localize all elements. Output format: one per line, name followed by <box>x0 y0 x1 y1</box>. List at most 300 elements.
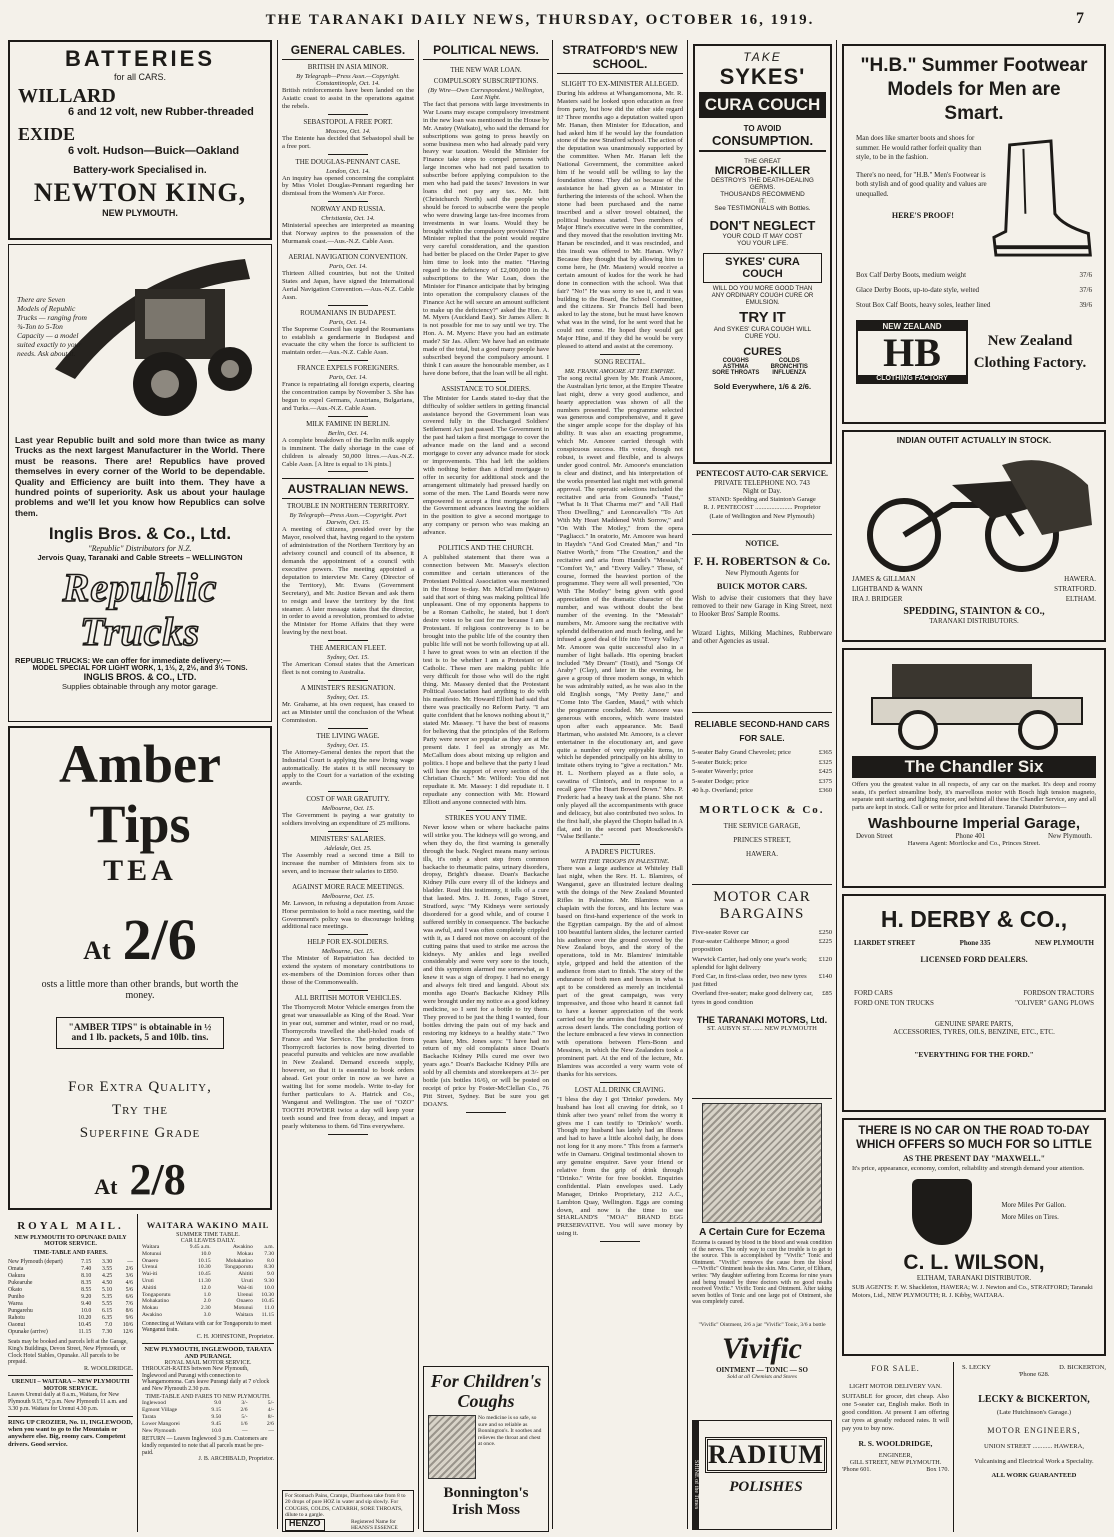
royal-mail-row-cell: 12/6 <box>122 1329 133 1335</box>
article-section <box>557 80 683 355</box>
derby-ad <box>842 894 1106 1112</box>
hoz-brand-row <box>285 1519 411 1532</box>
amber-obtain: "AMBER TIPS" is obtainable in ½ and 1 lb. packets, 5 and 10lb. tins. <box>56 1017 224 1049</box>
waitara-row <box>142 1285 274 1292</box>
indian-title: INDIAN OUTFIT ACTUALLY IN STOCK. <box>896 435 1052 445</box>
hb-bottom <box>856 320 1092 384</box>
waitara-row-cell: Motunui <box>142 1250 162 1257</box>
article-body: Ministerial speeches are interpreted as meaning that Norway aspires to the possession of the Murmansk coast.—Aus.-N.Z. Cable Assn. <box>282 222 414 246</box>
maxwell-title: THERE IS NO CAR ON THE ROAD TO-DAY WHICH OFFERS SO MUCH FOR SO LITTLE <box>856 1125 1092 1151</box>
maxwell-shield-icon <box>912 1179 972 1245</box>
republic-caption: There are Seven Models of Republic Trucks — ranging from ¾-Ton to 5-Ton Capacity — a model suited exactly to your needs. Ask about it. <box>17 295 87 358</box>
waitara-row-cell: 7.30 <box>264 1250 274 1257</box>
indian-agent-label: JAMES & GILLMAN <box>852 575 916 583</box>
article-body: The Attorney-General denies the report that the Industrial Court is applying the new living wage automatically. He states it is still necessary to apply to the Court for a variation of the existing awards. <box>282 748 414 788</box>
vivific-sold: Sold at all Chemists and Stores <box>727 1374 797 1381</box>
article-divider <box>328 879 368 880</box>
chandler-ad <box>842 648 1106 888</box>
article-section <box>423 385 549 541</box>
notice-company: F. H. ROBERTSON & Co. <box>693 554 831 568</box>
radium-body <box>699 1421 833 1529</box>
fare-row-cell: — <box>268 1427 274 1434</box>
waitara-row-cell: 12.0 <box>200 1284 211 1291</box>
sykes-great: THE GREAT <box>744 158 781 165</box>
waitara-table <box>142 1244 274 1319</box>
sykes-take: TAKE <box>743 50 782 64</box>
article-body: France is repatriating all foreign experts, clearing the concentration camps by November 3. She has begun to expel Germans, Austrians, Bulgarians, and Turks.—Aus.-N.Z. Cable Assn. <box>282 381 414 412</box>
willard-brand: WILLARD <box>18 85 116 107</box>
fare-row-cell: Lower Mangorei <box>142 1420 180 1427</box>
indian-agent-label: IRA J. BRIDGER <box>852 595 903 603</box>
reliable-item-label: 40 h.p. Overland; price <box>692 787 753 795</box>
reliable-item <box>692 768 832 777</box>
waitara-row-cell: 11.30 <box>198 1277 211 1284</box>
chandler-text: Offers you the greatest value in all respects, of any car on the market. It's deep and roomy seats, it's perfect streamline body, it's marvellous motor with Bosch high tension magneto, separate unit starting and lighting motor, and behind all these the Chandler Service, any and all parts are kept in stock. Call or write for price and literature. Taranaki Distributors— <box>852 781 1096 811</box>
maxwell-more-1: More Miles Per Gallon. <box>1001 1202 1066 1209</box>
article-section <box>282 795 414 832</box>
bargain-item-label: Four-seater Calthorpe Minor; a good proposition <box>692 938 789 954</box>
indian-agent <box>852 575 1096 584</box>
np-title: NEW PLYMOUTH, INGLEWOOD, TARATA AND PURANGI. <box>142 1343 274 1360</box>
article-body: The Entente has decided that Sebastopol shall be a free port. <box>282 134 414 150</box>
article-dateline: Melbourne, Oct. 15. <box>321 948 375 956</box>
article-title: SONG RECITAL. <box>594 357 646 366</box>
fare-row-cell: New Plymouth <box>142 1427 176 1434</box>
royal-mail-row-cell: 2/6 <box>125 1266 133 1272</box>
washbourne-phone: Phone 401 <box>955 832 986 841</box>
royal-mail-note: Seats may be booked and parcels left at the Garage, King's Buildings, Devon Street, New Plymouth, or Clock Hotel Stables, Opunake. All parcels to be prepaid. <box>8 1339 128 1366</box>
royal-mail-row-cell: 10/6 <box>122 1322 133 1328</box>
article-divider <box>328 416 368 417</box>
fare-row-cell: — <box>242 1427 248 1434</box>
fare-row <box>142 1400 274 1407</box>
pentecost-night: Night or Day. <box>742 487 782 496</box>
royal-mail-row-cell: 10.0 <box>81 1308 92 1314</box>
article-divider <box>328 934 368 935</box>
sykes-ill: ASTHMA <box>722 364 749 370</box>
fare-row-cell: 2/6 <box>240 1407 248 1414</box>
fare-row <box>142 1407 274 1414</box>
article-title: THE LIVING WAGE. <box>316 731 380 740</box>
article-body: Mr. Lawson, in refusing a deputation from Anzac Horse permission to hold a race meeting, said the Government's policy was to discourage holding additional race meetings. <box>282 899 414 931</box>
article-dateline: Paris, Oct. 14. <box>328 262 368 270</box>
np-text: THROUGH-RATES between New Plymouth, Inglewood and Purangi with connection to Whangamomona. Cars leave Purangi daily at 7 o'clock and New Plymouth 2.30 p.m. <box>142 1365 270 1392</box>
hb-item <box>856 283 1092 297</box>
article-divider <box>328 1134 368 1135</box>
notice-wizard: Wizard Lights, Milking Machines, Rubberware and other Agencies as usual. <box>692 629 832 645</box>
royal-mail-row-cell: 8.55 <box>81 1287 92 1293</box>
bonningtons-body <box>428 1415 544 1479</box>
article-title: MILK FAMINE IN BERLIN. <box>306 419 390 428</box>
bargain-item-price: £120 <box>818 955 832 963</box>
fare-row-cell: 8/- <box>267 1413 274 1420</box>
washbourne-town: New Plymouth. <box>1048 832 1092 841</box>
batteries-title: BATTERIES <box>64 46 216 71</box>
article-title: ASSISTANCE TO SOLDIERS. <box>441 384 531 393</box>
waitara-row-cell: 9.45 a.m. <box>189 1244 211 1250</box>
article-title: THE NEW WAR LOAN. <box>450 66 522 74</box>
royal-mail-row <box>8 1294 133 1301</box>
article-dateline: Paris, Oct. 14. <box>328 318 368 326</box>
pentecost-title: PENTECOST AUTO-CAR SERVICE. <box>695 469 829 478</box>
royal-mail-table-title: TIME-TABLE AND FARES. <box>33 1250 108 1256</box>
bargain-item-price: £250 <box>818 929 832 936</box>
article-section <box>423 544 549 811</box>
hoz-right: Registered Name for HEANS'S ESSENCE <box>351 1518 398 1532</box>
article-dateline: Sydney, Oct. 15. <box>326 654 370 662</box>
royal-mail-row-cell: Okato <box>8 1287 23 1293</box>
general-cables-column <box>282 40 414 1532</box>
bonningtons-ad <box>423 1366 549 1532</box>
sykes-brand: SYKES' <box>719 64 806 89</box>
fare-row-cell: 5/- <box>267 1400 274 1407</box>
fare-row-cell: 3/- <box>241 1400 248 1407</box>
motorcycle-illustration <box>852 445 1098 575</box>
waitara-row-cell: Wai-iti <box>142 1271 158 1278</box>
article-title: MINISTERS' SALARIES. <box>310 835 386 844</box>
bargain-item-price: £225 <box>818 938 832 946</box>
article-title: FRANCE EXPELS FOREIGNERS. <box>297 364 399 373</box>
column-rule <box>418 40 419 1529</box>
exide-brand: EXIDE <box>18 124 76 144</box>
hb-text-2: There's no need, for "H.B." Men's Footwear is both stylish and of good quality and values are unequalled. <box>856 170 987 198</box>
waitara-row-cell: Wai-iti <box>237 1284 253 1291</box>
royal-mail-row-cell: 8.10 <box>81 1273 92 1279</box>
article-section <box>423 814 549 1113</box>
royal-mail-row-cell: Oaonui <box>8 1322 26 1328</box>
royal-mail-row <box>8 1266 133 1273</box>
article-dateline: Christiania, Oct. 14. <box>321 215 375 223</box>
for-sale-contact <box>842 1466 949 1473</box>
maxwell-more-2: More Miles on Tires. <box>1001 1214 1059 1221</box>
taranaki-address: ST. AUBYN ST. ...... NEW PLYMOUTH <box>707 1024 817 1032</box>
sykes-and: And SYKES' CURA COUGH WILL CURE YOU. <box>713 326 812 340</box>
hb-item-price: 39/6 <box>1079 301 1092 309</box>
sykes-product: CURA COUCH <box>699 92 826 118</box>
washbourne-agent: Hawera Agent: Mortlocke and Co., Princes Street. <box>907 840 1041 848</box>
pentecost-prop: R. J. PENTECOST ....................... Proprietor <box>703 504 821 512</box>
amber-price: 2/8 <box>129 1155 186 1204</box>
bargain-item-price: £140 <box>818 973 832 981</box>
maxwell-subagents: SUB AGENTS: F. W. Shackleton, HAWERA; W. J. Newton and Co., STRATFORD; Taranaki Motors, Ltd., NEW PLYMOUTH; R. J. Kibby, WAITARA. <box>852 1284 1093 1299</box>
radium-brand: RADIUM <box>705 1437 827 1473</box>
indian-agent-price: ELTHAM. <box>1065 595 1096 603</box>
waitara-row-cell: Urenui <box>237 1291 253 1298</box>
article-body: A published statement that there was a connection between Mr. Massey's election committee and certain utterances of the Protestant Political Association was mentioned in the House to-day. Mr. McCallum (Wairau) said that sort of thing was making political life unpleasant. One of my opponents happens to be a Roman Catholic, he stated, but I don't desire votes to be cast for me because I am a Protestant. If religious controversy is to be brought into the public life of the country then public life will not be worth following up at all. I have to great woes to win an election if the test is to be whether I am a Protestant or a Catholic. These men are making public life very difficult for those who will do the right thing. Mr. Massey denied that the Protestant Political Association had anything to do with his manifesto. Mr. Howard Elliott had said that there was practically no Reform Party. "I am quite confident that he knows nothing about it," stated Mr. Massey. "I have the best of reasons for believing that the principles of the Reform Party were never so popular as they are at the present date. I feel as strongly as Mr. McCallum does about mixing up religion and politics. I hope and believe that the party I lead will have the support of every section of the Christian Church." Mr. Wilford: You did not repudiate it. Mr. Massey: I did repudiate it. I repudiate any connection with Mr. Howard Elliott and anyone connected with him. <box>423 554 549 807</box>
fare-row-cell: 4/- <box>267 1407 274 1414</box>
column-rule <box>687 40 688 1529</box>
bargain-item-label: Five-seater Rover car <box>692 929 749 936</box>
royal-mail-row-cell: 9.40 <box>81 1301 92 1307</box>
waitara-row-cell: a.m. <box>264 1244 274 1250</box>
sykes-consumption: CONSUMPTION. <box>699 133 826 152</box>
royal-mail-row-cell: New Plymouth (depart) <box>8 1259 63 1265</box>
article-section <box>282 835 414 880</box>
royal-mail-row-cell: 3.55 <box>102 1266 113 1272</box>
hb-text-block <box>856 134 990 264</box>
royal-mail-row-cell: 4/6 <box>125 1280 133 1286</box>
general-cables-sections <box>282 63 414 472</box>
pentecost-ad <box>692 470 832 522</box>
for-sale-name: R. S. WOOLDRIDGE, <box>858 1439 933 1448</box>
article-section <box>282 118 414 155</box>
royal-mail-row-cell: 5/6 <box>125 1287 133 1293</box>
inglis-bros: Inglis Bros. & Co., Ltd. <box>48 524 232 544</box>
mortlock-town: HAWERA. <box>746 849 778 858</box>
hb-body <box>856 134 1092 264</box>
amber-price-2 <box>10 1154 270 1205</box>
mortlock-street: PRINCES STREET, <box>733 835 791 844</box>
reliable-item-label: 5-seater Waverly; price <box>692 768 754 776</box>
article-body: A meeting of citizens, presided over by the Mayor, resolved that, having regard to the system of administration of the Northern Territory by an advisory council and council of its absence, it demands the appointment of a council with executive powers. The meeting appointed a deputation to interview Mr. Carey (Director of the Territory), Mr. Evans (Government Secretary), and Mr. Justice Bevan and ask them to resign and leave the territory by the first steamer. A later message states that the director, in order to avoid a revolution, promised to advise the Minister for Home Affairs that they were leaving by the next boat. <box>282 526 414 637</box>
amber-at: At <box>83 936 111 965</box>
hb-item-label: Glace Derby Boots, up-to-date style, welted <box>856 286 980 294</box>
royal-mail-row <box>8 1259 133 1266</box>
derby-product: "OLIVER" GANG PLOWS <box>1015 999 1094 1007</box>
article-section <box>282 205 414 250</box>
amber-at: At <box>94 1174 118 1199</box>
article-divider <box>466 810 506 811</box>
lecky-motor: MOTOR ENGINEERS, <box>987 1426 1081 1435</box>
sykes-will-do: WILL DO YOU MORE GOOD THAN ANY ORDINARY COUGH CURE OR EMULSION. <box>711 285 814 306</box>
article-title: THE AMERICAN FLEET. <box>309 644 387 653</box>
article-dateline: Melbourne, Oct. 15. <box>321 805 375 813</box>
article-dateline: Melbourne, Oct. 15. <box>321 892 375 900</box>
sykes-ill: BRONCHITIS <box>770 364 808 370</box>
article-body: The Supreme Council has urged the Roumanians to establish a gendarmerie in Budapest and evacuate the city when the force is sufficient to maintain order.—Aus.-N.Z. Cable Assn. <box>282 325 414 357</box>
waitara-row-cell: Motunui <box>233 1305 253 1312</box>
bargains-items <box>692 929 832 1007</box>
royal-mail-row-cell: 4.50 <box>102 1280 113 1286</box>
article-body: A complete breakdown of the Berlin milk supply is imminent. The daily shortage in the case of children is already 50,000 litres.—Aus.-N.Z. Cable Assn. [A litre is equal to 1¾ pints.] <box>282 436 414 468</box>
batteries-sub: for all CARS. <box>113 72 166 82</box>
sykes-ill: SORE THROATS <box>712 370 760 376</box>
article-title: ALL BRITISH MOTOR VEHICLES. <box>294 994 402 1002</box>
batteries-town: NEW PLYMOUTH. <box>102 208 178 218</box>
article-dateline: London, Oct. 14. <box>326 167 370 175</box>
waitara-row <box>142 1298 274 1305</box>
article-section <box>557 848 683 1082</box>
column-rule <box>836 40 837 1529</box>
derby-acc: ACCESSORIES, TYRES, OILS, BENZINE, ETC., ETC. <box>893 1028 1055 1036</box>
reliable-item-price: £375 <box>818 777 832 785</box>
political-news-column <box>423 40 549 1532</box>
article-body: The Assembly read a second time a Bill to increase the number of Ministers from six to seven, and to increase their salaries to £850. <box>282 852 414 875</box>
indian-agent <box>852 585 1096 594</box>
fare-row-cell: 9.0 <box>214 1400 222 1407</box>
royal-mail-row-cell: 3.30 <box>102 1259 113 1265</box>
article-section <box>557 1086 683 1242</box>
derby-products <box>854 988 1094 1008</box>
royal-mail-row-cell: Pukearuhe <box>8 1280 33 1286</box>
royal-mail-row-cell: 5.55 <box>102 1301 113 1307</box>
article-section <box>557 358 683 845</box>
reliable-item <box>692 759 832 768</box>
royal-mail-row-cell: 7.0 <box>104 1322 113 1328</box>
royal-mail-row-cell: 10.20 <box>78 1315 92 1321</box>
royal-mail-row-cell: 8.35 <box>81 1280 92 1286</box>
general-cables-head: GENERAL CABLES. <box>282 40 414 60</box>
indian-ad <box>842 430 1106 642</box>
amber-price: 2/6 <box>122 907 197 972</box>
royal-mail-row-cell: 3/6 <box>125 1273 133 1279</box>
royal-mail-row-cell: 8/6 <box>125 1308 133 1314</box>
waitara-row-cell: Awakino <box>232 1244 253 1250</box>
political-news-head: POLITICAL NEWS. <box>423 40 549 60</box>
waitara-row-cell: 2.0 <box>203 1298 211 1305</box>
column-rule <box>277 40 278 1529</box>
notice-buick: BUICK MOTOR CARS. <box>716 581 808 591</box>
sykes-brand-2: SYKES' CURA COUCH <box>703 253 822 283</box>
for-sale-title: FOR SALE. <box>871 1364 920 1373</box>
hb-badge-letters: HB <box>883 330 941 375</box>
hb-text-1: Man does like smarter boots and shoes for summer. He would rather forfeit quality than style, to be in the fashion. <box>856 134 982 161</box>
article-body: During his address at Whangamomona, Mr. R. Masters said he looked upon education as free from party, but how did the other side regard it? Three months ago a deputation waited upon Mr. Hanan, then Minister for Education, and had asked him if he would lay the foundation stone of the new Stratford school. The action of the deputation was unanimously supported by the committee. When Mr. Hanan left the National Government, the committee asked him if he would still be willing to lay the foundation stone. They did so because of the assistance he had given as a Minister in furthering the interests of the school. When the stone had been purchased and the name inscribed and a silver trowel obtained, the political business started. Two members of Major Hine's executive were in the committee, and they moved that the resolution inviting Mr. Hanan be rescinded, and it was rescinded, and this insult was offered to Mr. Hanan. Why? Because they thought that by allowing him to come here, he (Mr. Masters) would receive a certain amount of kudos for the work he had done in connection with the school. Was that fair? "No!" He was sorry to see it, and it was building to the Board, the School Committee, and the citizens. Sir Francis Bell had been asked to lay the stone, but he must have known what was in the wind, for he sent word that he could not come. He hoped they would get Major Hine, and if they did he would be very pleased to attend and assist at the ceremony. <box>557 90 683 350</box>
bargain-item-price: £85 <box>822 990 832 998</box>
bargain-item <box>692 929 832 937</box>
royal-mail-row-cell: 7/6 <box>125 1301 133 1307</box>
derby-street: LIARDET STREET <box>854 939 916 947</box>
royal-mail-row-cell: 9.20 <box>81 1294 92 1300</box>
for-sale-street: GILL STREET, NEW PLYMOUTH. <box>849 1459 942 1466</box>
waitara-leaves: CAR LEAVES DAILY. <box>180 1238 236 1244</box>
article-divider <box>328 154 368 155</box>
article-divider <box>328 360 368 361</box>
indian-agent <box>852 595 1096 604</box>
sykes-ad <box>693 44 832 464</box>
article-section <box>282 309 414 362</box>
hb-item-label: Stout Box Calf Boots, heavy soles, leather lined <box>856 301 991 309</box>
royal-mail-row <box>8 1301 133 1308</box>
reliable-item-label: 5-seater Dodge; price <box>692 777 749 785</box>
radium-ad <box>692 1420 832 1530</box>
article-section <box>282 938 414 991</box>
indian-company: SPEDDING, STAINTON & CO., <box>903 606 1045 617</box>
lecky-right: D. BICKERTON, <box>1059 1364 1106 1371</box>
article-section <box>282 684 414 729</box>
reliable-item-price: £325 <box>818 758 832 766</box>
waitara-row <box>142 1312 274 1319</box>
waitara-row-cell: Tongaporutu <box>224 1264 253 1271</box>
royal-mail-table <box>8 1259 133 1336</box>
waitara-row-cell: 10.45 <box>198 1271 211 1278</box>
article-dateline: By Telegraph—Press Assn.—Copyright. Port Darwin, Oct. 15. <box>289 512 407 527</box>
reliable-item <box>692 749 832 758</box>
maxwell-text: It's price, appearance, economy, comfort, reliability and strength demand your attention. <box>852 1165 1085 1172</box>
article-dateline: (By Wire—Own Correspondent.) Wellington, Last Night. <box>427 87 545 101</box>
derby-product: FORDSON TRACTORS <box>1023 989 1094 997</box>
waitara-ad <box>142 1214 274 1532</box>
np-fare-table <box>142 1400 274 1434</box>
waitara-connect: Connecting at Waitara with car for Tongaporutu to meet Wanganui train. <box>142 1320 272 1334</box>
waitara-row <box>142 1292 274 1299</box>
republic-delivery: REPUBLIC TRUCKS: We can offer for immediate delivery:— <box>15 656 231 666</box>
article-dateline: Moscow, Oct. 14. <box>325 127 371 135</box>
waitara-row-cell: Mohakatino <box>225 1257 253 1264</box>
amber-extra-3: Superfine Grade <box>79 1125 201 1141</box>
newton-king: NEWTON KING, <box>33 178 247 207</box>
article-section <box>282 63 414 115</box>
article-dateline: Sydney, Oct. 15. <box>326 741 370 749</box>
royal-mail-row-cell: 4.25 <box>102 1273 113 1279</box>
article-body: The Minister for Lands stated to-day that the difficulty of soldier settlers in getting financial assistance beyond the Government loan was covered fully in the Discharged Soldiers' Settlement Act just passed. The Government in the past had taken a first mortgage to cover the advance made on the land and a second mortgage to cover any advance made for stock or improvements. This had left the soldiers with nothing better than a third mortgage to offer in security for additional stock and the arrangement ultimately had pressed hardly on some of the men. The Land Boards were now empowered to accept a first mortgage for all the Government advances leaving the soldiers in the position to give a second mortgage to any company or person who was making an advance. <box>423 394 549 537</box>
fare-row-cell: Egmont Village <box>142 1407 178 1414</box>
article-divider <box>600 844 640 845</box>
royal-mail-ad <box>8 1214 138 1532</box>
royal-mail-row-cell: 6.35 <box>102 1315 113 1321</box>
bargain-item-label: Ford Car, in first-class order, two new tyres just fitted <box>692 973 807 989</box>
article-title: POLITICS AND THE CHURCH. <box>438 544 534 553</box>
notice-text: Wish to advise their customers that they have removed to their new Garage in King Street, next to Hooker Bros' Sample Rooms. <box>692 595 832 619</box>
political-news-sections <box>423 63 549 1363</box>
article-divider <box>328 201 368 202</box>
waitara-row-cell: 10.30 <box>198 1264 211 1271</box>
article-divider <box>600 354 640 355</box>
royal-mail-row-cell: 7.40 <box>81 1266 92 1272</box>
vivific-prices: "Vivific" Ointment, 2/6 a jar "Vivific" Tonic, 3/6 a bottle <box>698 1322 826 1328</box>
article-section <box>423 66 549 382</box>
hb-badge <box>856 320 968 384</box>
article-dateline: Sydney, Oct. 15. <box>326 693 370 701</box>
vivific-ad <box>692 1098 832 1412</box>
derby-title: H. DERBY & CO., <box>880 906 1068 932</box>
royal-mail-title: ROYAL MAIL. <box>17 1220 124 1232</box>
urenui-title: URENUI – WAITARA – NEW PLYMOUTH MOTOR SERVICE. <box>8 1375 133 1392</box>
republic-logo: Republic Trucks <box>62 565 218 655</box>
waitara-title: WAITARA WAKINO MAIL <box>146 1220 270 1230</box>
radium-sub: POLISHES <box>729 1479 803 1495</box>
article-body: The song recital given by Mr. Frank Amoore, the Australian lyric tenor, at the Empire Theatre last night, drew a very good audience, and hearty appreciation was shown of all the numbers presented. The programme selected was generous and comprehensive, and it gave the singer ample scope for the display of his ability. It was also an exacting programme, which Mr. Amoore carried through with conspicuous success. His voice, though not robust, is sweet and flexible, and is always under good control. Mr. Amoore's enunciation is clear and distinct, and his interpretation of the works presented last night met with general approval. The operatic selections included the recitative and aria from Gounod's "Faust," "What Is It That Charms me?" and "All Hail Thou Dwelling," and Leoncavallo's "To Art With My Heart Maddened With Sorrow," and "On With The Motley," from the opera "Pagliacci." In oratorio, Mr. Amoore was heard in Haydn's "And God Created Man," and "In Native Worth," from "The Creation," and the recitative and aria from Handel's "Messiah," "Comfort Ye," and "Every Valley." These, of course, formed the heaviest portion of the programme. They were all well presented, "On With The Motley" being given with good appreciation of the dramatic character of the number, and was without doubt the best number of the evening. In the "Messiah" numbers, Mr. Amoore sang the recitative with splendid deliberation and much feeling, and he infused a good deal of life into "Every Valley." Mr. Amoore was quite successful also in a number of light ballads. His opening bracket included "My Dream" (Tosti), and "Songs Of Araby" (Clay), and later in the evening, he gave a group of three modern songs, in which he was admirably suited, as he was also in the old English songs, "My Pretty Jane," and "Come Into The Garden, Maud," with which the programme concluded. Mr. Amoore was generous with encores, which were insisted upon after each appearance. Mr. Basil Hartman, who assisted Mr. Amoore, is a clever entertainer in the elocutionary art, and gave quite a number of very enjoyable items, in which he depended principally on his ability to imitate others trying to "give a recitation." Mr. H. L. Northern played as a flute solo, a cavatina of Clinton's, and in response to a recall gave "The Heart Bowed Down." Mrs. P. Frederic had a heavy task at the piano. She not only played all the accompaniments with grace and delicacy, but also contributed two solos. In the first half, she played the Chopin ballad in A flat, and in the second part Moszkowski's "Valse Brillante." <box>557 374 683 841</box>
article-section <box>282 644 414 681</box>
waitara-row <box>142 1264 274 1271</box>
bargain-item-label: Warwick Carrier, had only one year's work; splendid for light delivery <box>692 955 807 971</box>
derby-left <box>854 988 934 1008</box>
fare-row-cell: 10.0 <box>211 1427 222 1434</box>
lecky-top <box>962 1364 1106 1371</box>
urenui-text: Leaves Urenui daily at 8 a.m., Waitara, for New Plymouth 9.15, *2 p.m. New Plymouth 11 a.m. and 3.30 p.m. Waitara for Urenui 4.30 p.m. <box>8 1392 128 1412</box>
article-divider <box>466 381 506 382</box>
article-title: ROUMANIANS IN BUDAPEST. <box>300 308 396 317</box>
washbourne-contact <box>852 832 1096 840</box>
article-section <box>282 994 414 1135</box>
waitara-row <box>142 1305 274 1312</box>
article-dateline: Paris, Oct. 14. <box>328 374 368 382</box>
article-divider <box>328 114 368 115</box>
royal-mail-row <box>8 1280 133 1287</box>
sykes-cures: CURES <box>743 346 782 358</box>
np-return: RETURN — Leaves Inglewood 3 p.m. Customers are kindly requested to note that all parcels must be pre-paid. <box>142 1436 268 1456</box>
amber-extra-1: For Extra Quality, <box>68 1079 212 1095</box>
bonningtons-title: For Children's Coughs <box>430 1371 542 1411</box>
republic-body: Last year Republic built and sold more than twice as many Trucks as the next largest Manufacturer in the World. There must be reasons. There are! Republics have proved themselves in every corner of the World to be dependable. Quality and Efficiency are built into them. They have a hundred points of superiority. Ask us about your haulage problems and we'll let you know how Republics can solve them. <box>15 435 265 518</box>
republic-model: MODEL SPECIAL FOR LIGHT WORK, 1, 1½, 2, 2½, and 3½ TONS. <box>32 665 248 673</box>
mortlock-garage: THE SERVICE GARAGE, <box>723 821 801 830</box>
article-divider <box>600 1082 640 1083</box>
article-divider <box>328 471 368 472</box>
article-body: "I bless the day I got 'Drinko' powders. My husband has lost all craving for drink, so I think after two years' relief from the worry it gives me I can testify to 'Drinko's' worth. Though my husband has lately had an illness and had to have a little alcohol daily, he does not long for it any more." This from a farmer's wife in Oamaru. Original testimonial shown to any genuine enquirer. Save your friend or relative from the grip of drink through "Drinko." Write for free booklet. Enquiries confidential. Plain envelopes used. Lady Manager, Drinko Proprietary, 212 A.C., Lambton Quay, Wellington. Eggs are coming down, and now is the time to use SHARLAND'S "MOA" BRAND EGG PRESERVATIVE. You will save money by using it. <box>557 1095 683 1238</box>
robertson-notice <box>692 534 832 646</box>
lecky-title: LECKY & BICKERTON, <box>978 1394 1090 1405</box>
article-divider <box>466 540 506 541</box>
waitara-row-cell: 9.0 <box>267 1271 274 1278</box>
fare-row-cell: 5/- <box>241 1413 248 1420</box>
np-royal: ROYAL MAIL MOTOR SERVICE. <box>164 1359 252 1366</box>
article-title: COST OF WAR GRATUITY. <box>306 795 390 804</box>
article-dateline: By Telegraph—Press Assn.—Copyright. Constantinople, Oct. 14. <box>296 73 400 87</box>
article-title: A PADRE'S PICTURES. <box>584 848 656 857</box>
royal-mail-row-cell: Opunake (arrive) <box>8 1329 48 1335</box>
article-divider <box>328 728 368 729</box>
